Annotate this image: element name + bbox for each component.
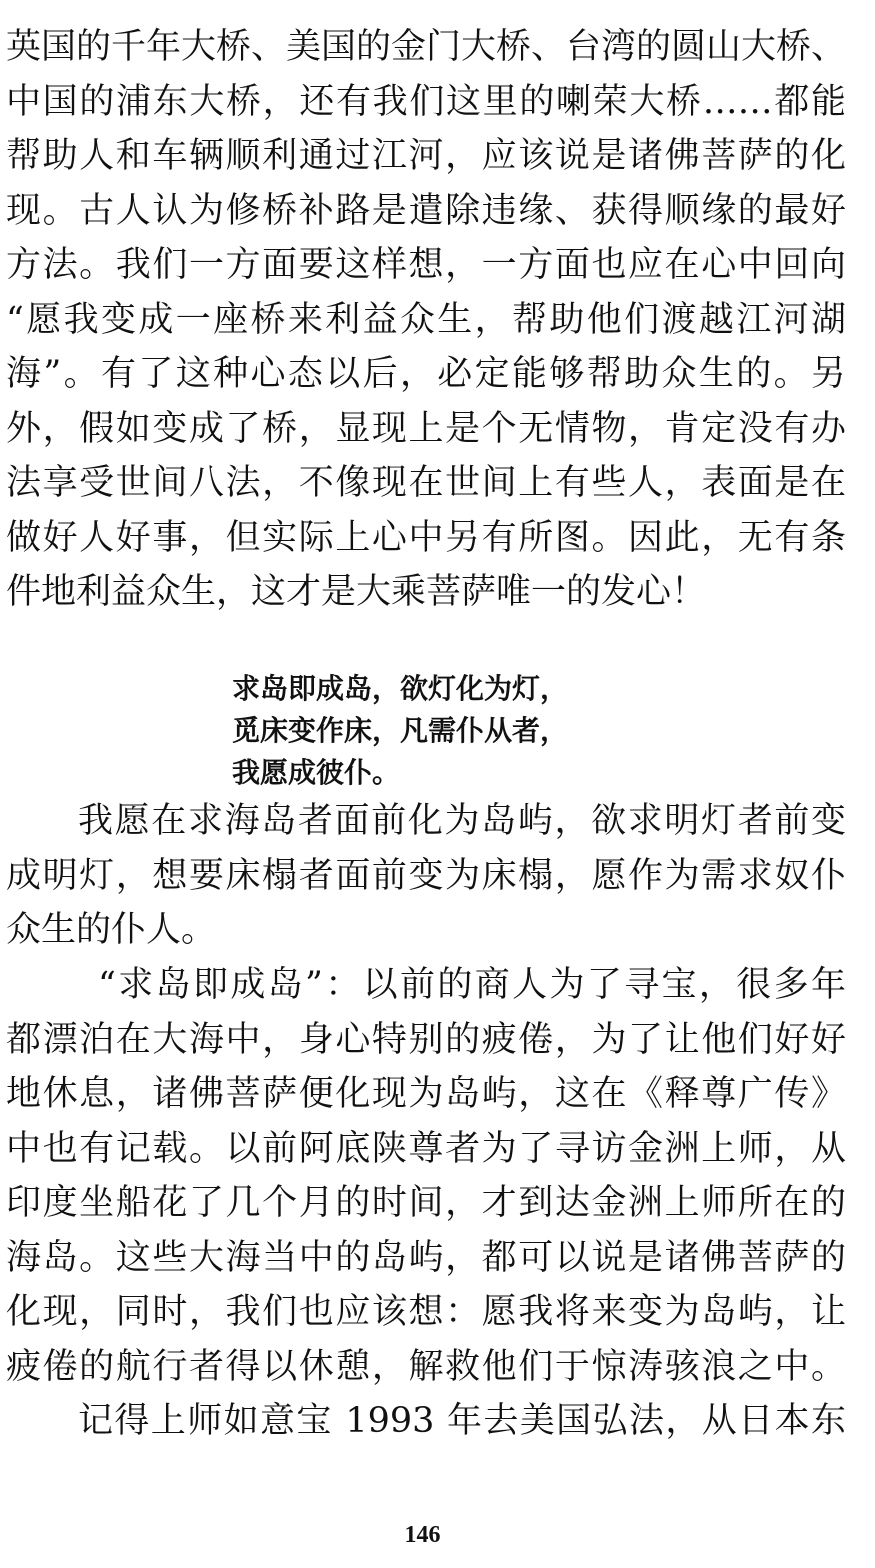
- text-line: 印度坐船花了几个月的时间，才到达金洲上师所在的: [6, 1183, 846, 1223]
- text-line: 都漂泊在大海中，身心特别的疲倦，为了让他们好好: [6, 1019, 846, 1060]
- text-line: 帮助人和车辆顺利通过江河，应该说是诸佛菩萨的化: [6, 136, 846, 176]
- paragraph-islands: [6, 958, 846, 1394]
- verse-line: 我愿成彼仆。: [232, 756, 401, 789]
- text-line: 海”。有了这种心态以后，必定能够帮助众生的。另: [6, 354, 846, 394]
- paragraph-bridges: [6, 20, 846, 620]
- text-line: 做好人好事，但实际上心中另有所图。因此，无有条: [6, 517, 846, 558]
- text-line: 众生的仆人。: [6, 910, 217, 950]
- text-line: 中国的浦东大桥，还有我们这里的喇荣大桥……都能: [6, 81, 846, 122]
- text-line: “愿我变成一座桥来利益众生，帮助他们渡越江河湖: [6, 299, 846, 340]
- paragraph-guru: [6, 1394, 846, 1449]
- text-line: 我愿在求海岛者面前化为岛屿，欲求明灯者前变: [78, 801, 846, 841]
- text-line: 记得上师如意宝 1993 年去美国弘法，从日本东: [78, 1401, 846, 1441]
- text-line: 中也有记载。以前阿底陕尊者为了寻访金洲上师，从: [6, 1128, 846, 1169]
- text-line: 法享受世间八法，不像现在世间上有些人，表面是在: [6, 463, 846, 503]
- verse-line: 觅床变作床，凡需仆从者，: [232, 714, 569, 747]
- verse-line: 求岛即成岛，欲灯化为灯，: [232, 672, 569, 705]
- text-line: 方法。我们一方面要这样想，一方面也应在心中回向: [6, 245, 846, 285]
- text-line: 地休息，诸佛菩萨便化现为岛屿，这在《释尊广传》: [6, 1074, 846, 1114]
- text-line: 成明灯，想要床榻者面前变为床榻，愿作为需求奴仆: [6, 855, 846, 896]
- text-line: 海岛。这些大海当中的岛屿，都可以说是诸佛菩萨的: [6, 1237, 846, 1278]
- text-line: 化现，同时，我们也应该想：愿我将来变为岛屿，让: [6, 1292, 846, 1332]
- text-line: “求岛即成岛”：以前的商人为了寻宝，很多年: [98, 965, 846, 1005]
- text-line: 英国的千年大桥、美国的金门大桥、台湾的圆山大桥、: [6, 27, 846, 67]
- paragraph-commentary: [6, 794, 846, 958]
- text-line: 件地利益众生，这才是大乘菩萨唯一的发心！: [6, 572, 707, 612]
- verse-block: [232, 668, 568, 794]
- page-number: 146: [404, 1522, 441, 1548]
- text-line: 现。古人认为修桥补路是遣除违缘、获得顺缘的最好: [6, 190, 846, 231]
- text-line: 疲倦的航行者得以休憩，解救他们于惊涛骇浪之中。: [6, 1346, 846, 1387]
- text-line: 外，假如变成了桥，显现上是个无情物，肯定没有办: [6, 408, 846, 449]
